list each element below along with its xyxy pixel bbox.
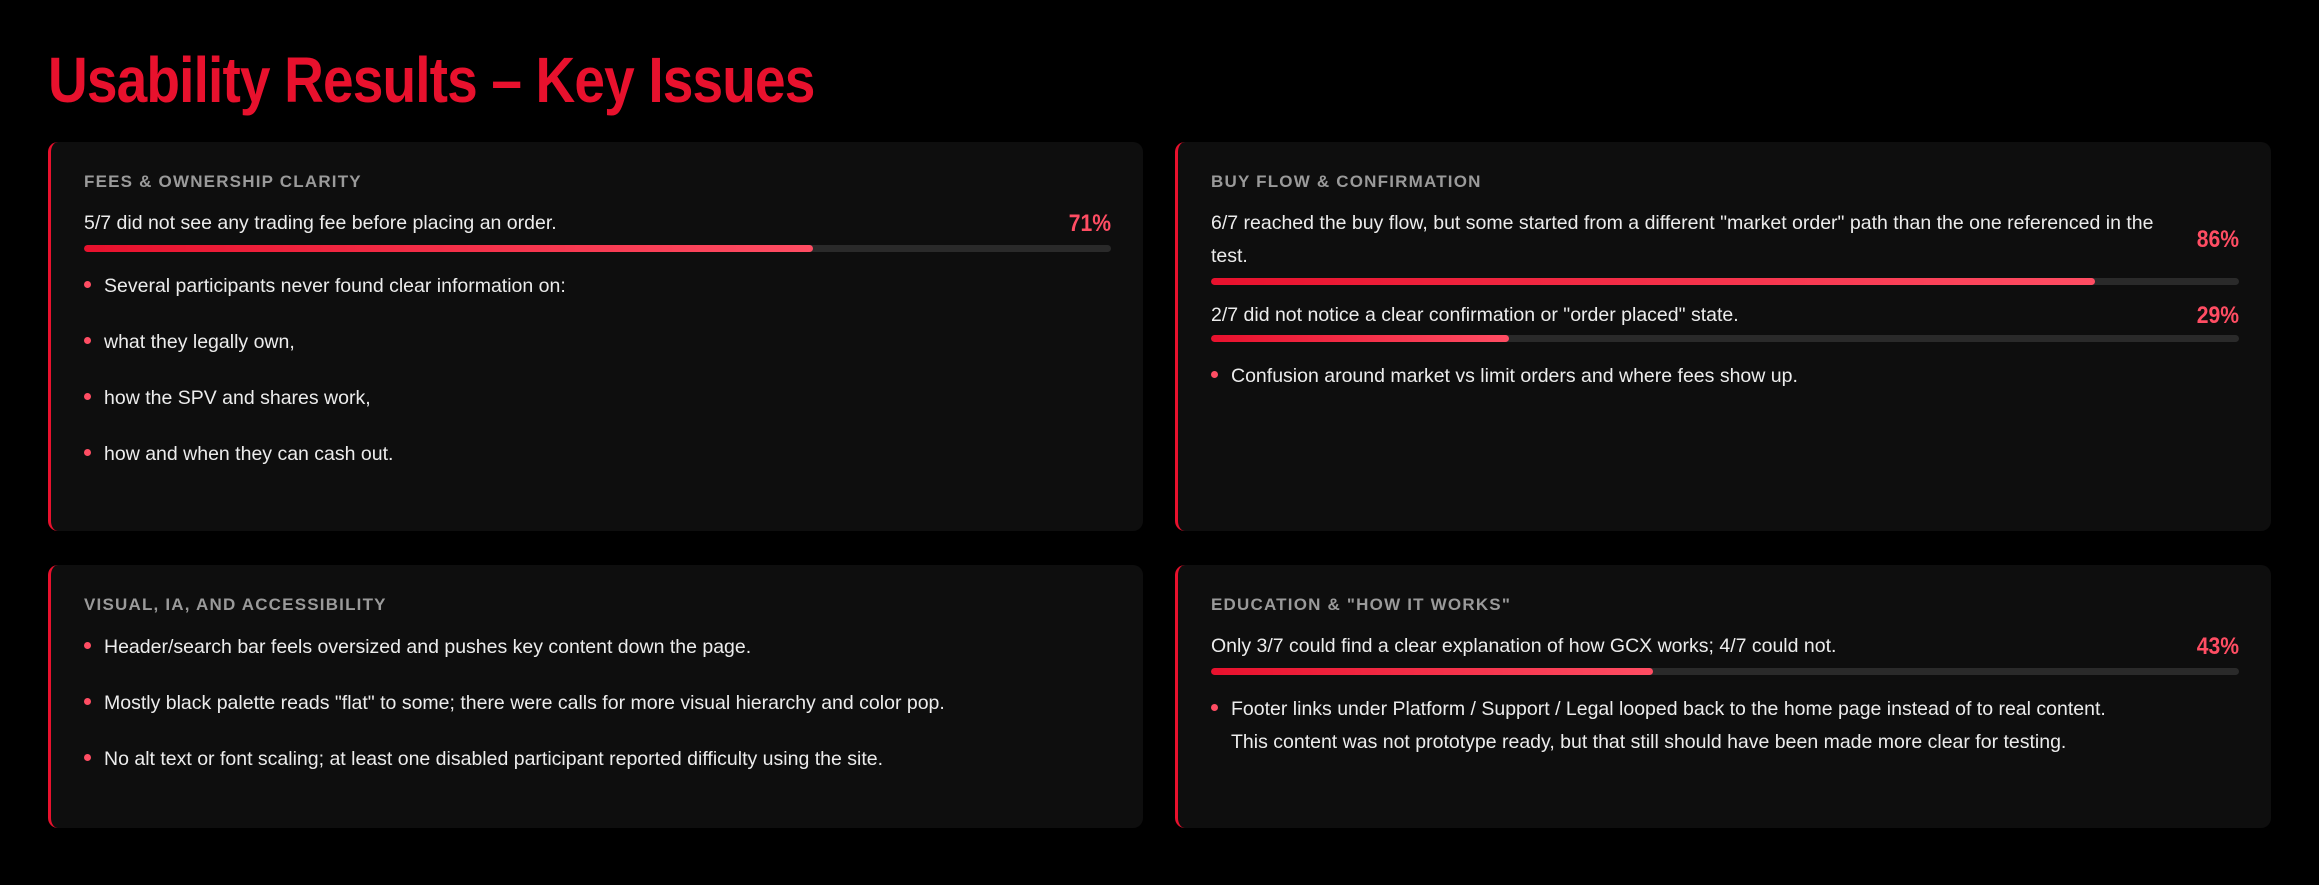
card-heading: FEES & OWNERSHIP CLARITY [84,172,362,191]
metric-percent: 43% [2196,632,2239,660]
progress-track [1211,668,2239,675]
card-education [1175,565,2271,828]
card-buy-flow [1175,142,2271,531]
list-item: how the SPV and shares work, [84,382,1111,415]
bullet-list [84,631,1111,776]
card-heading: EDUCATION & "HOW IT WORKS" [1211,595,1512,614]
list-item: No alt text or font scaling; at least one disabled participant reported difficulty using the site. [84,743,1111,776]
progress-track [1211,335,2239,342]
progress-fill [1211,668,1653,675]
list-item: Mostly black palette reads "flat" to some; there were calls for more visual hierarchy and color pop. [84,687,1111,720]
bullet-dot-icon [1211,371,1218,378]
list-item: Several participants never found clear information on: [84,270,1111,303]
card-fees-ownership [48,142,1143,531]
bullet-dot-icon [84,393,91,400]
metric-percent: 86% [2196,226,2239,253]
progress-track [84,245,1111,252]
list-item: Header/search bar feels oversized and pushes key content down the page. [84,631,1111,664]
bullet-dot-icon [84,337,91,344]
bullet-dot-icon [84,698,91,705]
card-heading: VISUAL, IA, AND ACCESSIBILITY [84,595,387,614]
bullet-dot-icon [84,281,91,288]
metric-percent: 29% [2196,301,2239,329]
metric-text: 2/7 did not notice a clear confirmation or "order placed" state. [1211,304,1739,326]
card-visual-accessibility [48,565,1143,828]
metric-explanation-found [1211,630,2239,675]
list-item-line: Footer links under Platform / Support / Legal looped back to the home page instead of to real content. [1231,698,2106,720]
bullet-dot-icon [1211,704,1218,711]
metric-confirmation [1211,299,2239,342]
bullet-list [84,270,1111,471]
bullet-dot-icon [84,449,91,456]
card-heading: BUY FLOW & CONFIRMATION [1211,172,1482,191]
list-item: Confusion around market vs limit orders and where fees show up. [1211,360,2239,393]
list-item: what they legally own, [84,326,1111,359]
list-item [1211,693,2239,759]
metric-percent: 71% [1068,209,1111,237]
metric-text: Only 3/7 could find a clear explanation of how GCX works; 4/7 could not. [1211,635,1837,657]
list-item: how and when they can cash out. [84,438,1111,471]
metric-text: 5/7 did not see any trading fee before placing an order. [84,212,557,234]
list-item-line: This content was not prototype ready, but that still should have been made more clear for testing. [1231,731,2067,753]
progress-fill [1211,335,1509,342]
metric-text: 6/7 reached the buy flow, but some started from a different "market order" path than the one referenced in the test. [1211,212,2154,267]
metric-fee-visibility [84,207,1111,252]
progress-fill [84,245,813,252]
progress-track [1211,278,2239,285]
progress-fill [1211,278,2095,285]
bullet-list [1211,360,2239,393]
bullet-dot-icon [84,754,91,761]
bullet-dot-icon [84,642,91,649]
metric-buy-flow-reached [1211,207,2239,285]
page-title: Usability Results – Key Issues [48,44,815,116]
bullet-list [1211,693,2239,759]
